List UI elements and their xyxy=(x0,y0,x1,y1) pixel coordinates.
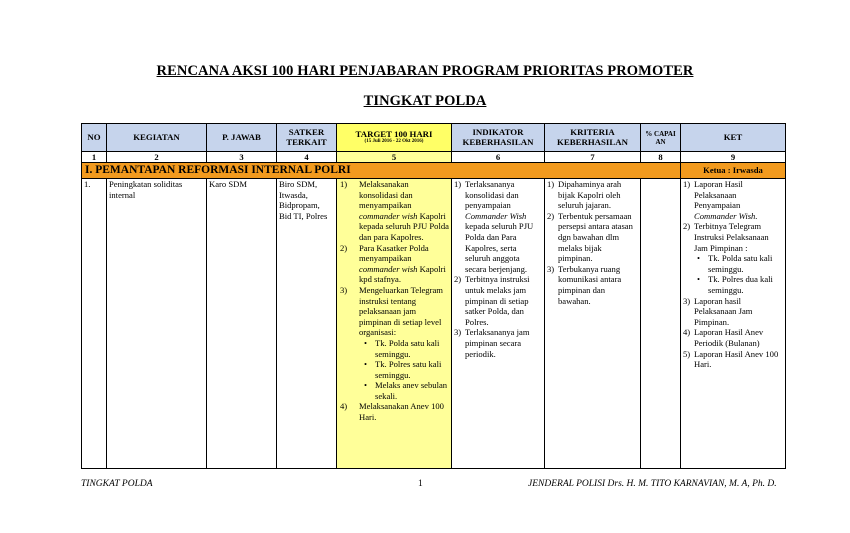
row-kriteria xyxy=(545,179,641,469)
col-number: 6 xyxy=(452,152,545,163)
target-sub-item: • Tk. Polres satu kali seminggu. xyxy=(364,359,442,380)
header-target xyxy=(337,124,452,152)
header-indikator: INDIKATOR KEBERHASILAN xyxy=(452,124,545,152)
row-ket xyxy=(681,179,786,469)
target-sub-item: • Melaks anev sebulan sekali. xyxy=(364,380,448,401)
ket-sub-item: • Tk. Polda satu kali seminggu. xyxy=(697,253,773,274)
col-number: 7 xyxy=(545,152,641,163)
footer-signatory: JENDERAL POLISI Drs. H. M. TITO KARNAVIAN, M. A, Ph. D. xyxy=(528,479,777,489)
section-chair: Ketua : Irwasda xyxy=(681,163,786,179)
kriteria-item: 2) Terbentuk persamaan persepsi antara atasan dgn bawahan dlm melaks bijak pimpinan. xyxy=(547,210,633,264)
col-number: 8 xyxy=(641,152,681,163)
header-satker: SATKER TERKAIT xyxy=(277,124,337,152)
col-number: 4 xyxy=(277,152,337,163)
ket-item: 2) Terbitnya Telegram Instruksi Pelaksanaan Jam Pimpinan : • Tk. Polda satu kali seminggu. • Tk. Polres dua kali seminggu. xyxy=(683,221,783,295)
col-number: 1 xyxy=(82,152,107,163)
section-label: I. PEMANTAPAN REFORMASI INTERNAL POLRI xyxy=(82,163,681,179)
section-row xyxy=(82,163,786,179)
indikator-item: 3) Terlaksananya jam pimpinan secara periodik. xyxy=(454,327,530,359)
column-number-row xyxy=(82,152,786,163)
ket-item: 3) Laporan hasil Pelaksanaan Jam Pimpinan. xyxy=(683,295,753,327)
col-number: 3 xyxy=(207,152,277,163)
page-number: 1 xyxy=(418,479,423,489)
document-subtitle: TINGKAT POLDA xyxy=(363,93,487,109)
row-kegiatan: Peningkatan soliditas internal xyxy=(107,179,207,469)
target-item: 1) Melaksanakan konsolidasi dan menyampaikan commander wish Kapolri kepada seluruh PJU Polda dan para Kapolres. xyxy=(340,179,449,242)
table-row xyxy=(82,179,786,469)
col-number: 2 xyxy=(107,152,207,163)
action-plan-table xyxy=(81,123,786,469)
header-ket: KET xyxy=(681,124,786,152)
footer-left: TINGKAT POLDA xyxy=(81,479,153,489)
header-kegiatan: KEGIATAN xyxy=(107,124,207,152)
kriteria-item: 1) Dipahaminya arah bijak Kapolri oleh seluruh jajaran. xyxy=(547,179,622,211)
header-capaian: % CAPAI AN xyxy=(641,124,681,152)
header-no: NO xyxy=(82,124,107,152)
col-number: 9 xyxy=(681,152,786,163)
target-item: 4) Melaksanakan Anev 100 Hari. xyxy=(340,401,444,423)
header-target-period: (15 Juli 2016 - 22 Okt 2016) xyxy=(364,139,424,145)
row-no: 1. xyxy=(82,179,107,469)
ket-item: 4) Laporan Hasil Anev Periodik (Bulanan) xyxy=(683,327,764,348)
indikator-item: 1) Terlaksananya konsolidasi dan penyampaian Commander Wish kepada seluruh PJU Polda dan Para Kapolres, serta seluruh anggota secara berjenjang. xyxy=(454,179,534,274)
row-pjawab: Karo SDM xyxy=(207,179,277,469)
col-number: 5 xyxy=(337,152,452,163)
target-item: 2) Para Kasatker Polda menyampaikan commander wish Kapolri kpd stafnya. xyxy=(340,242,446,285)
ket-item: 1) Laporan Hasil Pelaksanaan Penyampaian Commander Wish. xyxy=(683,179,758,221)
header-kriteria: KRITERIA KEBERHASILAN xyxy=(545,124,641,152)
row-capaian xyxy=(641,179,681,469)
row-satker: Biro SDM, Itwasda, Bidpropam, Bid TI, Polres xyxy=(277,179,337,469)
ket-item: 5) Laporan Hasil Anev 100 Hari. xyxy=(683,348,779,370)
ket-sub-item: • Tk. Polres dua kali seminggu. xyxy=(697,274,773,295)
row-target xyxy=(337,179,452,469)
header-row xyxy=(82,124,786,152)
kriteria-item: 3) Terbukanya ruang komunikasi antara pimpinan dan bawahan. xyxy=(547,263,622,306)
indikator-item: 2) Terbitnya instruksi untuk melaks jam pimpinan di setiap satker Polda, dan Polres. xyxy=(454,274,530,327)
row-indikator xyxy=(452,179,545,469)
header-target-label: TARGET 100 HARI xyxy=(355,128,433,139)
document-title: RENCANA AKSI 100 HARI PENJABARAN PROGRAM PRIORITAS PROMOTER xyxy=(156,63,694,79)
target-item: 3) Mengeluarkan Telegram instruksi tentang pelaksanaan jam pimpinan di setiap level organisasi: • Tk. Polda satu kali seminggu. • Tk. Polres satu kali seminggu. • Melaks anev sebulan sekali. xyxy=(340,284,448,401)
header-pjawab: P. JAWAB xyxy=(207,124,277,152)
target-sub-item: • Tk. Polda satu kali seminggu. xyxy=(364,337,440,359)
